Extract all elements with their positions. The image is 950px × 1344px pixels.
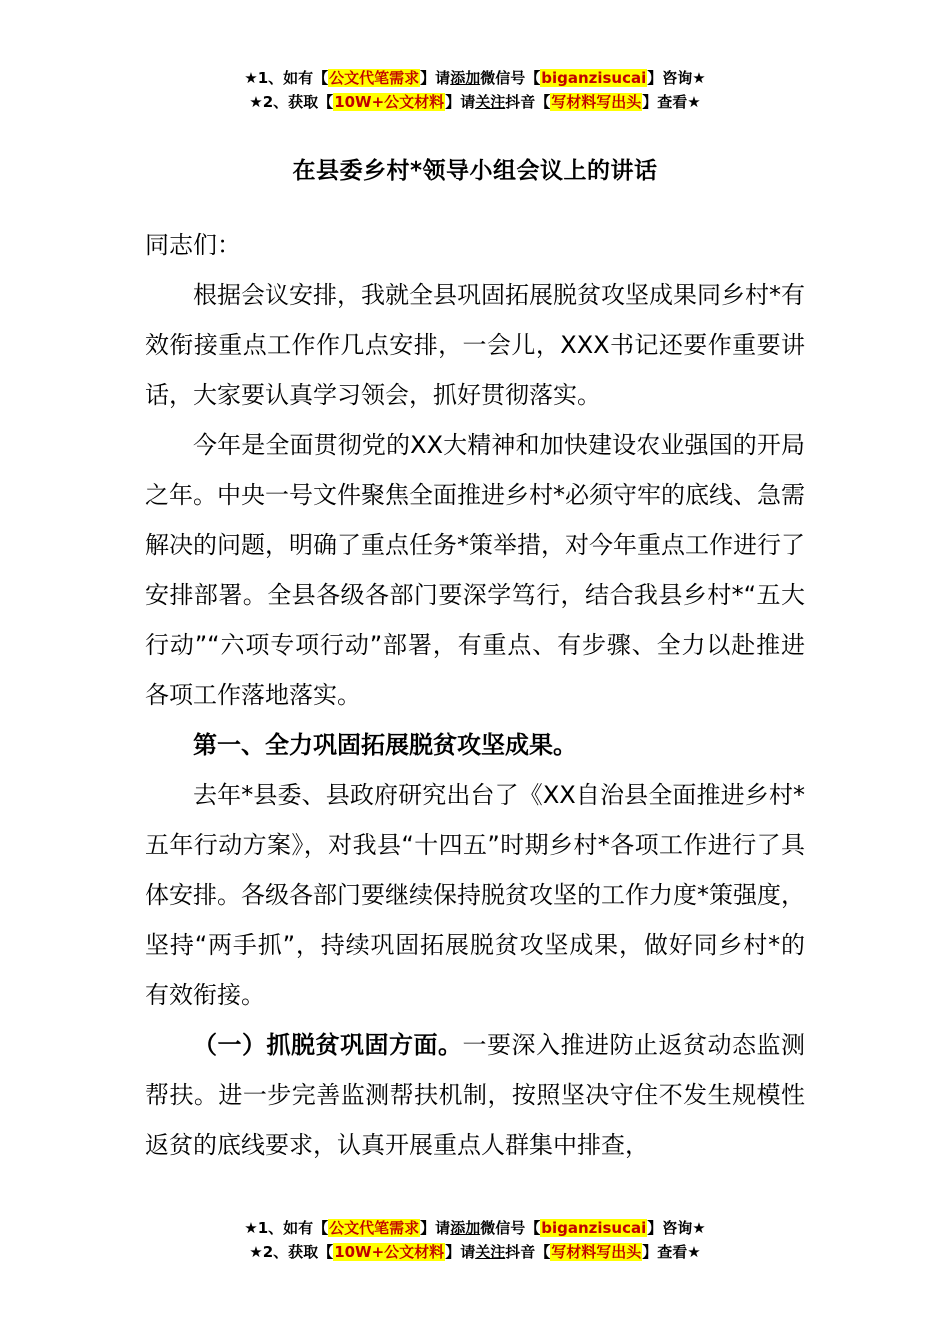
banner-text: ★1、如有【: [244, 1219, 329, 1237]
document-body: [145, 220, 805, 1170]
paragraph-1: 根据会议安排，我就全县巩固拓展脱贫攻坚成果同乡村*有效衔接重点工作作几点安排，一会儿，XXX书记还要作重要讲话，大家要认真学习领会，抓好贯彻落实。: [145, 281, 805, 409]
banner-text: 】请: [420, 69, 451, 87]
banner-text: 微信号【: [480, 69, 541, 87]
banner-highlight: 10W+公文材料: [334, 1243, 445, 1261]
banner-line-2: [0, 90, 950, 114]
bottom-banner: [0, 1216, 950, 1264]
banner-highlight: 10W+公文材料: [334, 93, 445, 111]
banner-text: 】查看★: [642, 93, 701, 111]
section-heading-1: 第一、全力巩固拓展脱贫攻坚成果。: [193, 731, 577, 759]
document-title: 在县委乡村*领导小组会议上的讲话: [292, 158, 658, 184]
banner-text: 】咨询★: [647, 1219, 706, 1237]
banner-highlight: 写材料写出头: [551, 1243, 642, 1261]
top-banner: [0, 66, 950, 114]
banner-underline: 关注: [475, 1243, 506, 1261]
paragraph-3: 去年*县委、县政府研究出台了《XX自治县全面推进乡村*五年行动方案》，对我县“十四五”时期乡村*各项工作进行了具体安排。各级各部门要继续保持脱贫攻坚的工作力度*策强度，坚持“两手抓”，持续巩固拓展脱贫攻坚成果，做好同乡村*的有效衔接。: [145, 781, 805, 1009]
banner-underline: 添加: [450, 69, 481, 87]
paragraph-4: [145, 1020, 805, 1170]
banner-text: ★2、获取【: [249, 1243, 334, 1261]
banner-highlight: biganzisucai: [541, 69, 647, 87]
banner-highlight: 写材料写出头: [551, 93, 642, 111]
banner-highlight: biganzisucai: [541, 1219, 647, 1237]
banner-text: 抖音【: [505, 93, 551, 111]
banner-underline: 关注: [475, 93, 506, 111]
banner-text: ★1、如有【: [244, 69, 329, 87]
banner-line-2: [0, 1240, 950, 1264]
paragraph-2: 今年是全面贯彻党的XX大精神和加快建设农业强国的开局之年。中央一号文件聚焦全面推进乡村*必须守牢的底线、急需解决的问题，明确了重点任务*策举措，对今年重点工作进行了安排部署。全县各级各部门要深学笃行，结合我县乡村*“五大行动”“六项专项行动”部署，有重点、有步骤、全力以赴推进各项工作落地落实。: [145, 431, 805, 709]
subsection-heading: （一）抓脱贫巩固方面。: [193, 1031, 463, 1059]
banner-highlight: 公文代笔需求: [329, 1219, 420, 1237]
banner-text: 】咨询★: [647, 69, 706, 87]
banner-line-1: [0, 1216, 950, 1240]
banner-text: 微信号【: [480, 1219, 541, 1237]
banner-text: 】请: [445, 93, 476, 111]
salutation: 同志们：: [145, 231, 241, 259]
paragraph-4-text: 一要深入推进防止返贫动态监测帮扶。进一步完善监测帮扶机制，按照坚决守住不发生规模性返贫的底线要求，认真开展重点人群集中排查，: [145, 1031, 805, 1159]
banner-highlight: 公文代笔需求: [329, 69, 420, 87]
banner-text: 】请: [445, 1243, 476, 1261]
banner-text: ★2、获取【: [249, 93, 334, 111]
banner-underline: 添加: [450, 1219, 481, 1237]
banner-text: 】查看★: [642, 1243, 701, 1261]
banner-line-1: [0, 66, 950, 90]
banner-text: 抖音【: [505, 1243, 551, 1261]
banner-text: 】请: [420, 1219, 451, 1237]
